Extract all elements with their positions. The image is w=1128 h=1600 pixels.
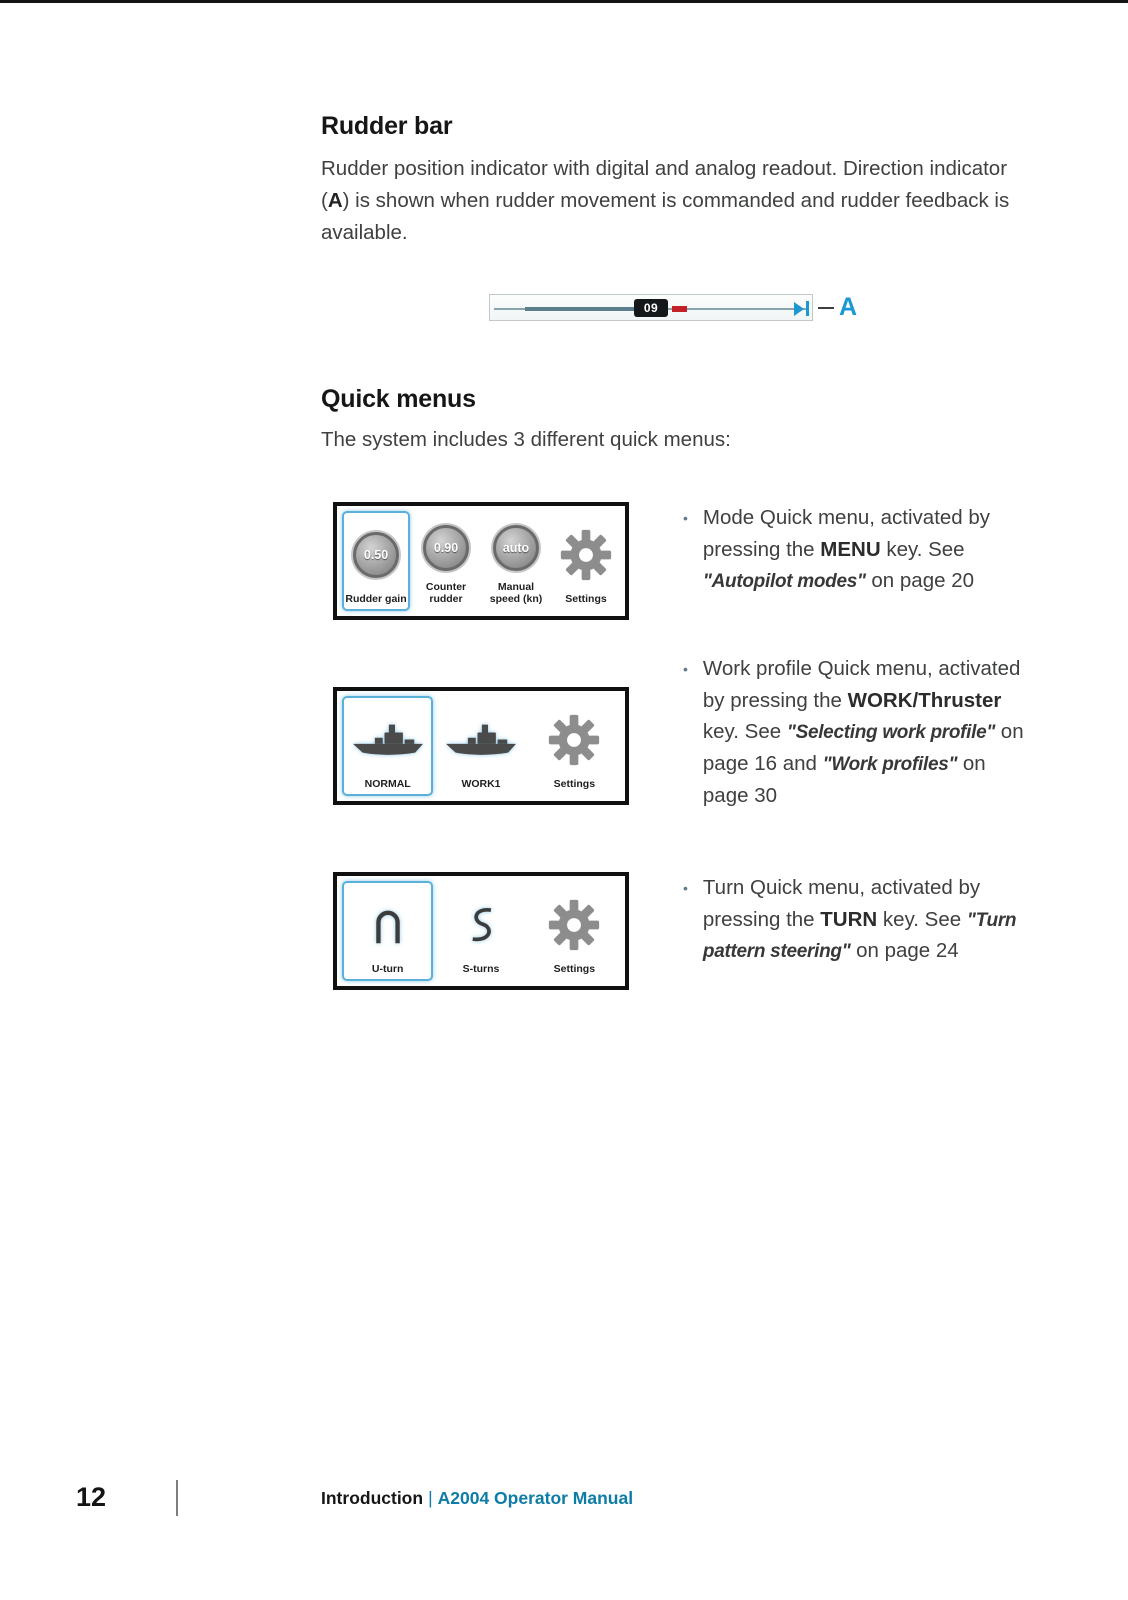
rudder-analog-bar (525, 307, 651, 311)
bullet-text: key. See (877, 907, 967, 931)
footer-manual-title: A2004 Operator Manual (437, 1488, 634, 1508)
cross-reference-link[interactable]: "Turn pattern steering" (702, 909, 1017, 963)
s-turns-icon (461, 906, 501, 944)
page-content (321, 112, 1037, 1057)
page-footer (0, 1480, 1128, 1524)
knob-icon: auto (493, 525, 539, 571)
bullet-marker: • (683, 879, 688, 896)
rudder-bar-heading: Rudder bar (321, 112, 453, 140)
quick-menu-item-settings (552, 511, 620, 611)
paragraph-text: ) is shown when rudder movement is commanded and rudder feedback is available. (321, 188, 1010, 244)
bullet-text: key. See (880, 537, 965, 561)
bullet-text: on page 20 (865, 569, 974, 593)
boat-icon (351, 722, 425, 757)
footer-divider (176, 1480, 178, 1516)
knob-icon: 0.90 (423, 525, 469, 571)
quick-menu-item-label: Counter rudder (425, 580, 467, 606)
bullet-marker: • (683, 660, 688, 677)
quick-menu-list (321, 502, 1037, 1057)
u-turn-icon (367, 905, 409, 945)
quick-menu-item-label: Settings (553, 963, 596, 976)
bullet-item (683, 502, 1037, 597)
quick-menu-item-label: NORMAL (364, 778, 411, 791)
bullet-text: on page 16 and (702, 720, 1024, 776)
quick-menu-item-normal (342, 696, 433, 796)
footer-chapter: Introduction (321, 1488, 424, 1508)
gear-icon (560, 529, 612, 581)
quick-menu-item-label: Settings (565, 593, 607, 606)
bullet-marker: • (683, 509, 688, 526)
quick-menu-item-settings (529, 696, 620, 796)
cross-reference-link[interactable]: "Autopilot modes" (702, 571, 866, 593)
quick-menu-item-rudder-gain (342, 511, 410, 611)
work-profile-quick-menu-figure (333, 687, 629, 805)
mode-quick-menu-figure (333, 502, 629, 620)
footer-text (321, 1488, 633, 1509)
gear-icon (548, 899, 600, 951)
quick-menu-item-label: WORK1 (461, 778, 501, 791)
quick-menu-item-label: Rudder gain (345, 593, 407, 606)
rudder-position-tick (672, 306, 687, 312)
callout-ref-bold: A (327, 188, 343, 212)
key-name: TURN (820, 907, 878, 931)
quick-menus-intro: The system includes 3 different quick menus: (321, 427, 731, 451)
direction-indicator-icon (794, 301, 809, 316)
key-name: WORK/Thruster (847, 688, 1002, 712)
page-number: 12 (76, 1482, 107, 1512)
rudder-bar-paragraph (321, 153, 1037, 249)
bullet-text: key. See (702, 720, 787, 744)
quick-menu-item-label: Settings (553, 778, 596, 791)
bullet-item (683, 653, 1037, 812)
quick-menu-row (321, 656, 1037, 872)
knob-icon: 0.50 (353, 532, 399, 578)
rudder-angle-readout: 09 (634, 299, 668, 317)
cross-reference-link[interactable]: "Selecting work profile" (786, 722, 996, 744)
boat-icon (444, 722, 518, 757)
quick-menu-item-u-turn (342, 881, 433, 981)
quick-menu-item-work1 (435, 696, 526, 796)
bullet-text: Mode Quick menu, activated by pressing the (702, 505, 991, 561)
quick-menus-heading: Quick menus (321, 384, 476, 413)
gear-icon (548, 714, 600, 766)
callout-line (818, 307, 834, 309)
bullet-text: Work profile Quick menu, activated by pressing the (702, 656, 1021, 712)
quick-menu-item-label: S-turns (462, 963, 500, 976)
quick-menu-row (321, 872, 1037, 1057)
cross-reference-link[interactable]: "Work profiles" (822, 754, 958, 776)
bullet-text: Turn Quick menu, activated by pressing the (702, 875, 981, 931)
bullet-item (683, 872, 1037, 967)
callout-label-a: A (839, 293, 858, 322)
key-name: MENU (820, 537, 881, 561)
quick-menu-item-label: Manual speed (kn) (489, 580, 543, 606)
quick-menu-item-label: U-turn (371, 963, 404, 976)
paragraph-text: Rudder position indicator with digital and analog readout. Direction indicator ( (321, 157, 1008, 212)
rudder-bar-indicator (489, 294, 813, 321)
bullet-text: on page 30 (702, 752, 986, 807)
rudder-bar-figure (489, 293, 1037, 323)
quick-menu-item-s-turns (435, 881, 526, 981)
turn-quick-menu-figure (333, 872, 629, 990)
bullet-text: on page 24 (850, 939, 959, 963)
quick-menu-item-manual-speed-kn- (482, 511, 550, 611)
quick-menu-item-settings (529, 881, 620, 981)
page-top-edge (0, 0, 1128, 3)
footer-separator: | (428, 1488, 433, 1508)
quick-menu-item-counter-rudder (412, 511, 480, 611)
